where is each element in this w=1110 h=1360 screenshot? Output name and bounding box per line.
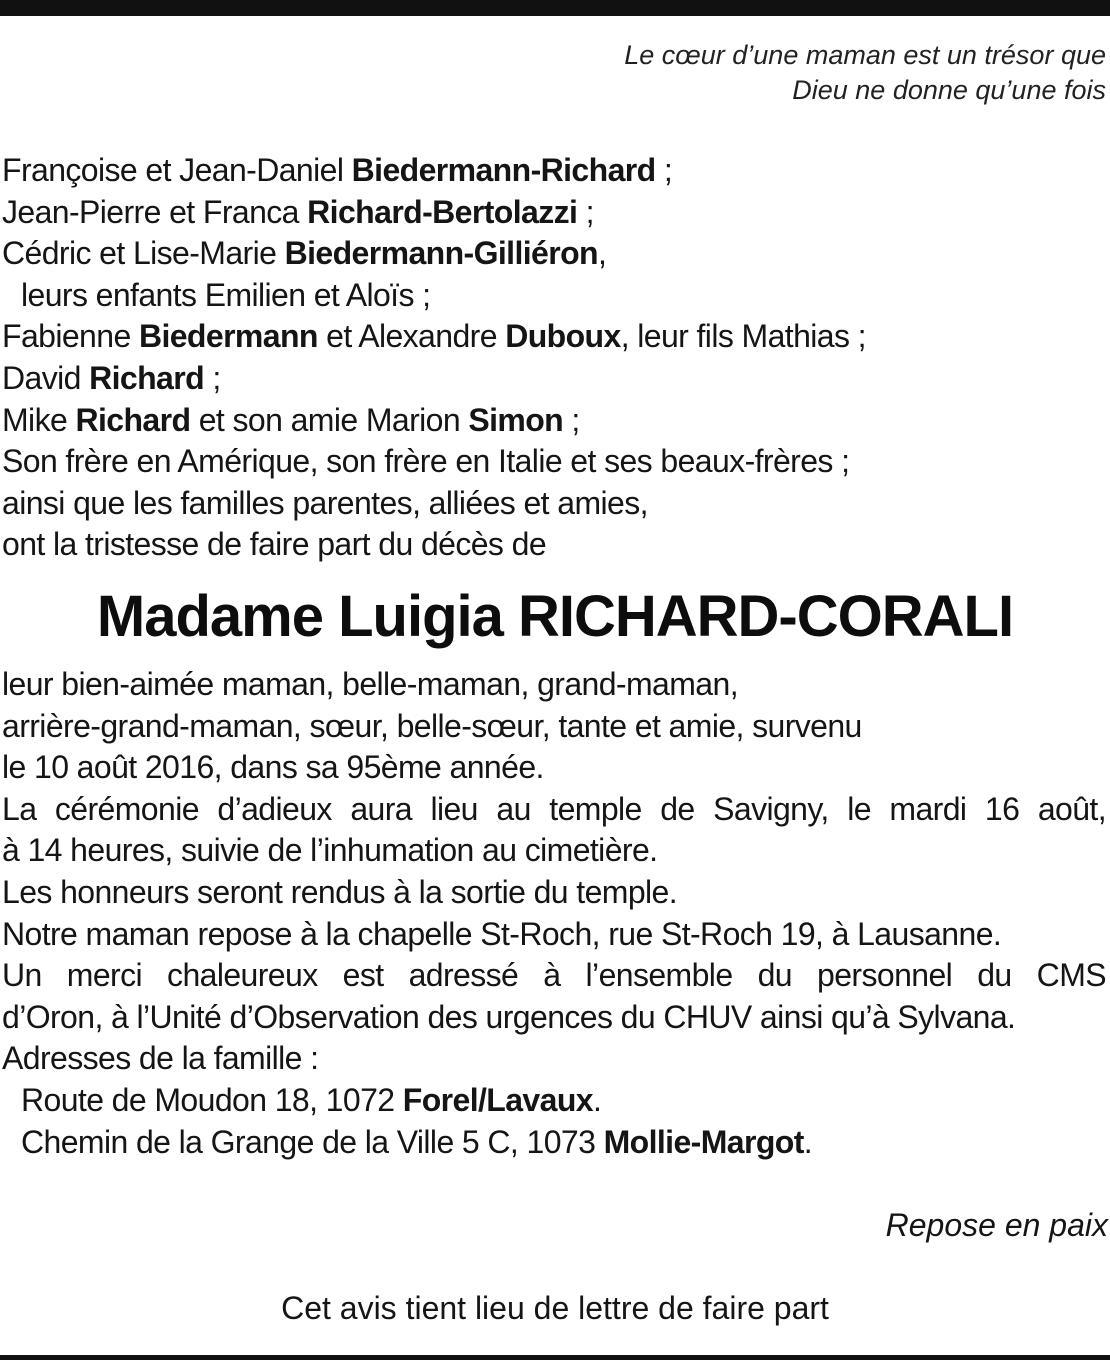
text: ;	[204, 359, 221, 396]
family-surname: Richard	[89, 359, 205, 396]
text: Mike	[2, 401, 76, 438]
body-line: le 10 août 2016, dans sa 95ème année.	[2, 749, 544, 786]
text: ;	[655, 152, 673, 188]
text: ,	[598, 235, 607, 272]
family-line: ont la tristesse de faire part du décès de	[2, 526, 547, 563]
family-line: Son frère en Amérique, son frère en Italie et ses beaux-frères ;	[2, 443, 850, 480]
body-line: d’Oron, à l’Unité d’Observation des urgences du CHUV ainsi qu’à Sylvana.	[2, 998, 1016, 1035]
family-line	[2, 150, 1102, 192]
epigraph-line: Dieu ne donne qu’une fois	[792, 75, 1106, 105]
body-line: Les honneurs seront rendus à la sortie du temple.	[2, 873, 678, 910]
epigraph-line: Le cœur d’une maman est un trésor que	[624, 40, 1106, 70]
addresses-heading: Adresses de la famille :	[2, 1040, 319, 1077]
text: ;	[563, 401, 580, 438]
epigraph	[624, 38, 1106, 108]
body-line: à 14 heures, suivie de l’inhumation au cimetière.	[2, 832, 658, 869]
text: Cédric et Lise-Marie	[2, 235, 285, 272]
family-line	[2, 316, 1102, 358]
notice-body	[2, 664, 1106, 1163]
address-line	[2, 1122, 1106, 1164]
family-surname: Biedermann	[138, 318, 318, 355]
family-line: leurs enfants Emilien et Aloïs ;	[21, 276, 431, 313]
text: .	[592, 1081, 602, 1118]
family-surname: Simon	[468, 401, 564, 438]
text: Chemin de la Grange de la Ville 5 C, 1073	[21, 1123, 604, 1160]
address-place: Mollie-Margot	[603, 1123, 804, 1160]
closing-phrase: Repose en paix	[885, 1207, 1108, 1243]
top-rule	[0, 0, 1110, 16]
text: ;	[577, 193, 594, 230]
family-line	[2, 233, 1102, 275]
family-line	[2, 400, 1102, 442]
body-line: leur bien-aimée maman, belle-maman, grand-maman,	[2, 666, 738, 702]
family-line	[2, 192, 1102, 234]
text: et Alexandre	[317, 318, 506, 355]
text: .	[803, 1123, 813, 1160]
text: Françoise et Jean-Daniel	[2, 152, 352, 188]
family-surname: Richard-Bertolazzi	[307, 193, 578, 230]
deceased-name: Madame Luigia RICHARD-CORALI	[96, 584, 1014, 649]
bottom-rule	[0, 1355, 1110, 1360]
family-surname: Richard	[75, 401, 191, 438]
text: Jean-Pierre et Franca	[2, 193, 308, 230]
family-line: ainsi que les familles parentes, alliées et amies,	[2, 484, 648, 521]
body-line: La cérémonie d’adieux aura lieu au temple de Savigny, le mardi 16 août,	[2, 790, 1106, 827]
text: David	[2, 359, 90, 396]
address-place: Forel/Lavaux	[402, 1081, 593, 1118]
family-surname: Biedermann-Gilliéron	[284, 235, 599, 272]
family-line	[2, 358, 1102, 400]
family-surname: Duboux	[505, 318, 621, 355]
address-line	[2, 1080, 1106, 1122]
body-line: arrière-grand-maman, sœur, belle-sœur, tante et amie, survenu	[2, 707, 862, 744]
family-surname: Biedermann-Richard	[351, 152, 656, 188]
text: Route de Moudon 18, 1072	[21, 1081, 403, 1118]
text: Fabienne	[2, 318, 139, 355]
family-list	[2, 150, 1102, 566]
footer-note: Cet avis tient lieu de lettre de faire part	[281, 1290, 829, 1326]
body-line: Un merci chaleureux est adressé à l’ensemble du personnel du CMS	[2, 957, 1106, 994]
text: et son amie Marion	[190, 401, 469, 438]
text: , leur fils Mathias ;	[620, 318, 866, 355]
body-line: Notre maman repose à la chapelle St-Roch, rue St-Roch 19, à Lausanne.	[2, 915, 1002, 952]
